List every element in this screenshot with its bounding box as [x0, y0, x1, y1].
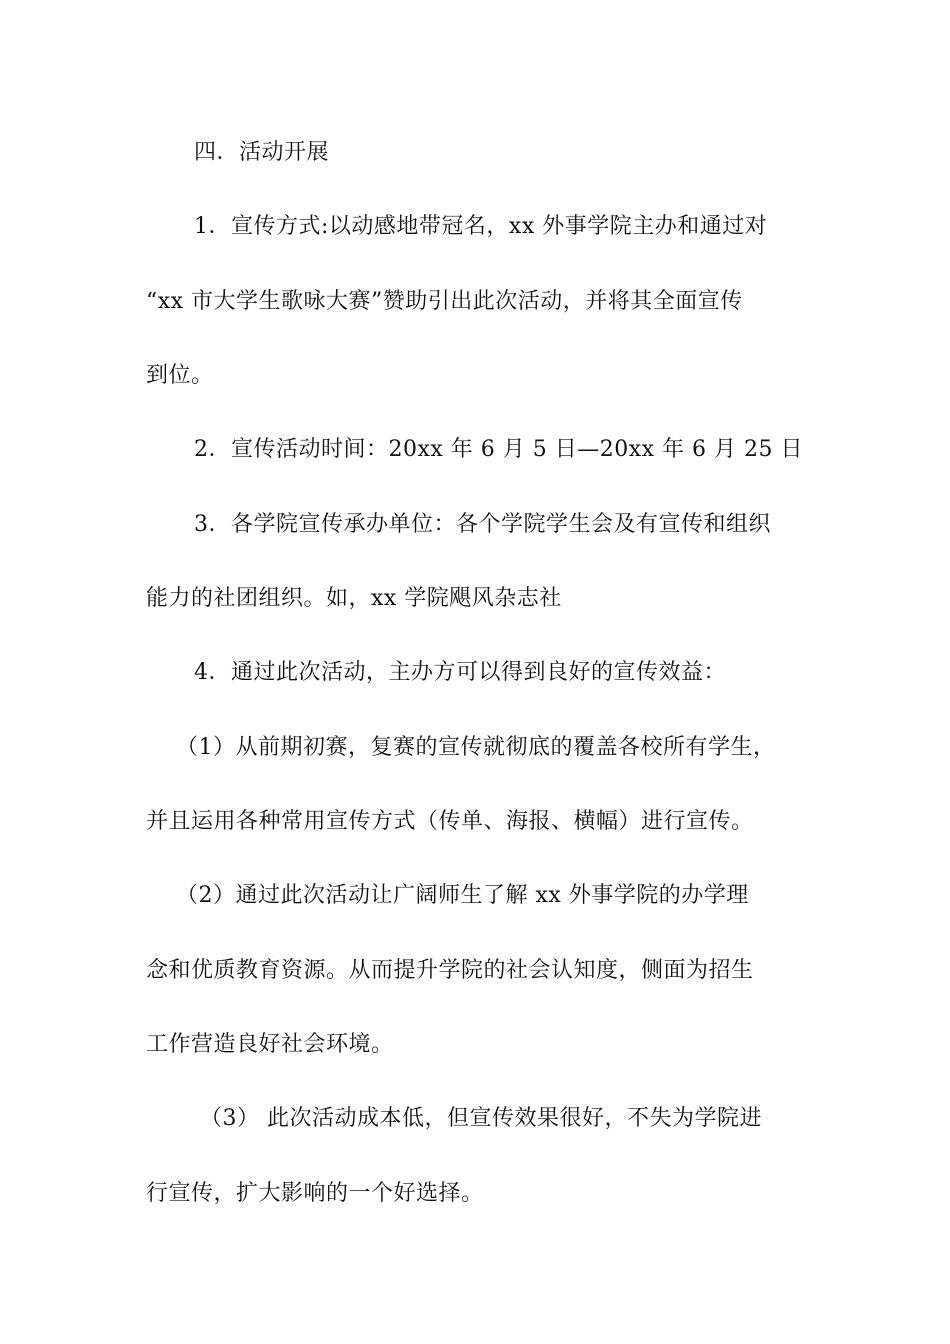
paragraph-line: （1）从前期初赛，复赛的宣传就彻底的覆盖各校所有学生， [176, 735, 776, 760]
paragraph-line: 念和优质教育资源。从而提升学院的社会认知度，侧面为招生 [146, 958, 754, 983]
paragraph-line: 3．各学院宣传承办单位：各个学院学生会及有宣传和组织 [194, 512, 771, 537]
paragraph-line: 1．宣传方式:以动感地带冠名，xx 外事学院主办和通过对 [194, 214, 768, 239]
paragraph-line: “xx 市大学生歌咏大赛”赞助引出此次活动，并将其全面宣传 [146, 289, 743, 314]
paragraph-line: 到位。 [146, 363, 214, 388]
paragraph-line: 能力的社团组织。如，xx 学院飓风杂志社 [146, 586, 562, 611]
paragraph-line: （2）通过此次活动让广阔师生了解 xx 外事学院的办学理 [176, 883, 749, 908]
paragraph-line: 2．宣传活动时间：20xx 年 6 月 5 日—20xx 年 6 月 25 日 [194, 437, 804, 462]
paragraph-line: 行宣传，扩大影响的一个好选择。 [146, 1181, 484, 1206]
paragraph-line: 并且运用各种常用宣传方式（传单、海报、横幅）进行宣传。 [146, 809, 754, 834]
paragraph-line: 工作营造良好社会环境。 [146, 1032, 394, 1057]
section-heading: 四．活动开展 [194, 140, 330, 165]
paragraph-line: （3） 此次活动成本低，但宣传效果很好，不失为学院进 [200, 1106, 762, 1131]
paragraph-line: 4．通过此次活动，主办方可以得到良好的宣传效益： [194, 660, 726, 685]
